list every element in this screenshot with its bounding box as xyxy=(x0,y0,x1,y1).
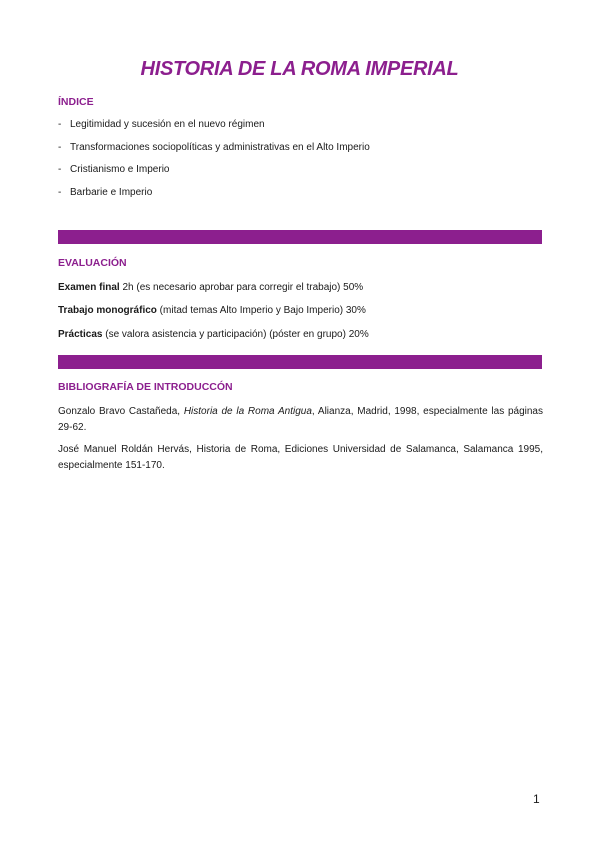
evaluation-item xyxy=(58,280,542,295)
evaluation-item xyxy=(58,303,542,318)
bullet-dash: - xyxy=(58,119,62,130)
index-item xyxy=(58,187,370,210)
bibliography-heading: BIBLIOGRAFÍA DE INTRODUCCÓN xyxy=(58,381,233,393)
index-item-text: Legitimidad y sucesión en el nuevo régimen xyxy=(70,119,265,130)
evaluation-item-text: (se valora asistencia y participación) (póster en grupo) 20% xyxy=(102,329,369,340)
index-item-text: Transformaciones sociopolíticas y administrativas en el Alto Imperio xyxy=(70,141,370,153)
bullet-dash: - xyxy=(58,141,62,153)
bibliography-entry xyxy=(58,404,543,435)
index-item xyxy=(58,119,370,142)
evaluation-item xyxy=(58,327,542,342)
evaluation-item-label: Examen final xyxy=(58,282,120,293)
index-list xyxy=(58,119,370,209)
evaluation-item-text: 2h (es necesario aprobar para corregir el trabajo) 50% xyxy=(119,282,364,293)
index-item xyxy=(58,164,370,187)
bullet-dash: - xyxy=(58,164,62,175)
ref-details: , Alianza, Madrid, 1998, especialmente las páginas 29-62. xyxy=(58,406,543,433)
evaluation-item-label: Prácticas xyxy=(58,329,103,340)
index-item xyxy=(58,142,370,165)
ref-title: Historia de la Roma Antigua xyxy=(183,406,312,417)
index-item-text: Cristianismo e Imperio xyxy=(70,164,170,175)
index-item-text: Barbarie e Imperio xyxy=(70,186,153,198)
section-divider-bar xyxy=(58,230,542,244)
evaluation-heading: EVALUACIÓN xyxy=(58,257,127,269)
bibliography-entry: José Manuel Roldán Hervás, Historia de Roma, Ediciones Universidad de Salamanca, Salamanca 1995, especialmente 151-170. xyxy=(58,444,543,471)
evaluation-item-label: Trabajo monográfico xyxy=(58,305,157,316)
evaluation-item-text: (mitad temas Alto Imperio y Bajo Imperio) 30% xyxy=(156,305,366,316)
index-heading: ÍNDICE xyxy=(58,96,94,108)
section-divider-bar xyxy=(58,355,542,369)
ref-author: Gonzalo Bravo Castañeda, xyxy=(58,406,184,417)
bullet-dash: - xyxy=(58,186,62,198)
document-title: HISTORIA DE LA ROMA IMPERIAL xyxy=(140,58,459,80)
page-number: 1 xyxy=(533,792,540,806)
